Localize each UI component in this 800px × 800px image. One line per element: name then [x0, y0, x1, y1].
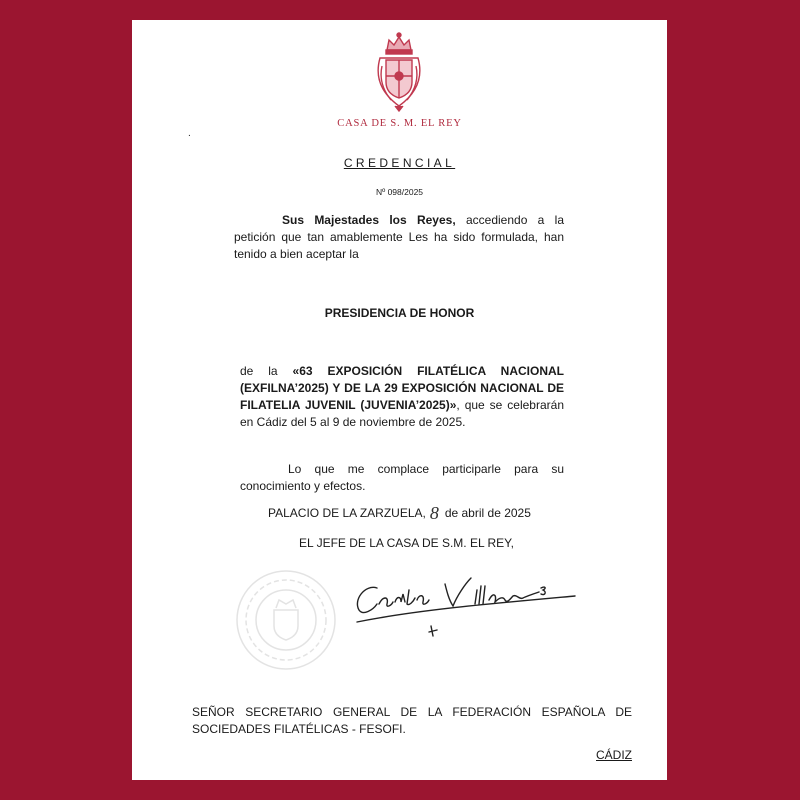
signer-title: EL JEFE DE LA CASA DE S.M. EL REY, [299, 536, 514, 550]
intro-bold: Sus Majestades los Reyes, [282, 213, 456, 227]
embossed-seal-icon [234, 568, 338, 672]
place-and-date [268, 503, 531, 524]
event-prefix: de la [240, 364, 293, 378]
royal-coat-of-arms-icon [373, 32, 425, 112]
stray-dot: . [188, 128, 191, 139]
date-rest: de abril de 2025 [444, 506, 531, 520]
city: CÁDIZ [596, 748, 632, 762]
document-title: CREDENCIAL [343, 156, 456, 170]
handwritten-day: 8 [429, 503, 439, 523]
credential-document [132, 20, 667, 780]
addressee: SEÑOR SECRETARIO GENERAL DE LA FEDERACIÓN ESPAÑOLA DE SOCIEDADES FILATÉLICAS - FESOFI. [192, 705, 632, 736]
intro-paragraph [234, 212, 564, 263]
honor-title: PRESIDENCIA DE HONOR [324, 306, 475, 320]
intro-text: accediendo a la petición que tan amablemente Les ha sido formulada, han tenido a bien aceptar la [234, 213, 564, 261]
letterhead-text: CASA DE S. M. EL REY [337, 118, 462, 129]
closing-paragraph: Lo que me complace participarle para su conocimiento y efectos. [240, 462, 564, 493]
event-name: «63 EXPOSICIÓN FILATÉLICA NACIONAL (EXFILNA’2025) Y DE LA 29 EXPOSICIÓN NACIONAL DE FILATELIA JUVENIL (JUVENIA’2025)» [240, 364, 564, 412]
event-paragraph [240, 363, 564, 431]
event-suffix: , que se celebrarán en Cádiz del 5 al 9 de noviembre de 2025. [240, 398, 564, 429]
handwritten-signature-icon [347, 570, 577, 640]
place: PALACIO DE LA ZARZUELA, [268, 506, 426, 520]
document-number: Nº 098/2025 [375, 187, 424, 197]
